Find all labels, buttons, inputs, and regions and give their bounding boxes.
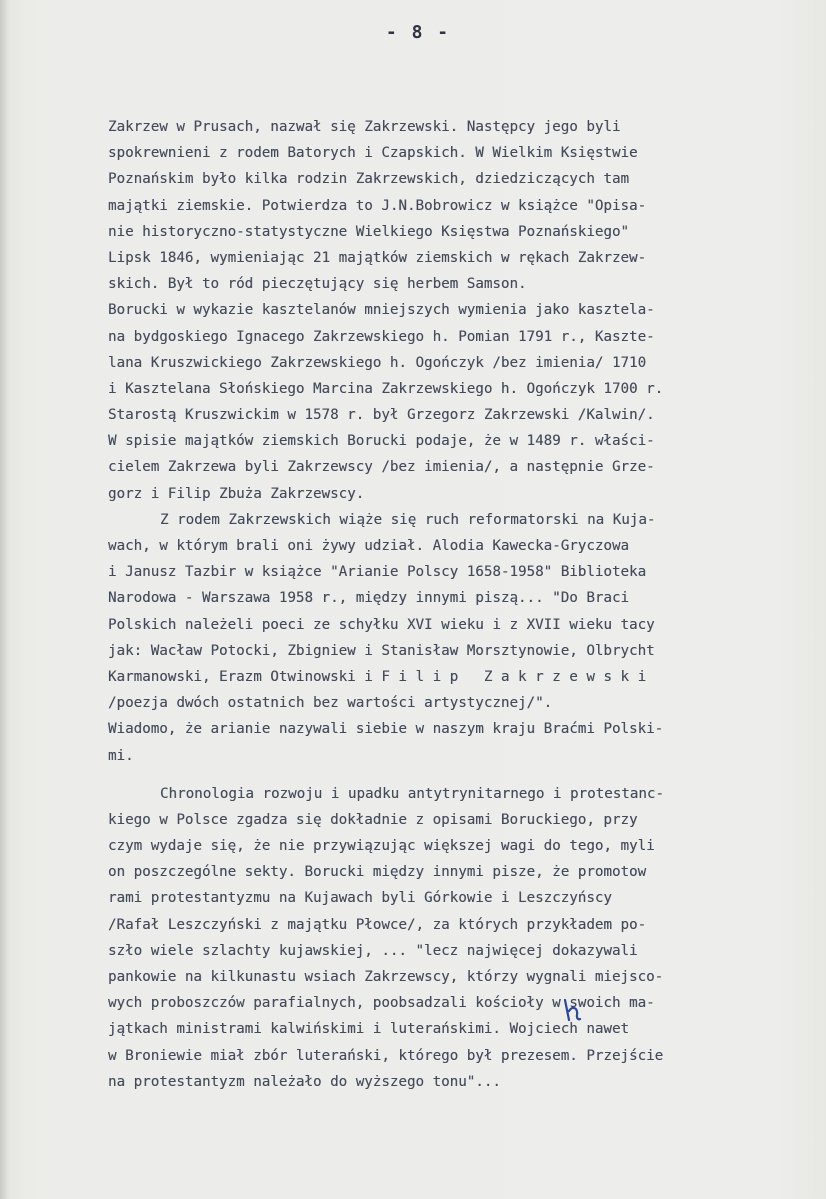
- text-line: jątkach ministrami kalwińskimi i luterańskimi. Wojciech nawet: [108, 1021, 630, 1038]
- text-line: mi.: [108, 747, 134, 764]
- text-line: w Broniewie miał zbór luterański, którego był prezesem. Przejście: [108, 1047, 664, 1064]
- text-line: Polskich należeli poeci ze schyłku XVI wieku i z XVII wieku tacy: [108, 616, 655, 633]
- page-number: - 8 -: [385, 22, 451, 43]
- text-line: pankowie na kilkunastu wsiach Zakrzewscy, którzy wygnali miejsco-: [108, 969, 664, 985]
- text-line: lana Kruszwickiego Zakrzewskiego h. Ogończyk /bez imienia/ 1710: [108, 354, 647, 371]
- text-line: wych proboszczów parafialnych, poobsadzali kościoły w swoich ma-: [108, 995, 655, 1012]
- text-line: majątki ziemskie. Potwierdza to J.N.Bobrowicz w książce "Opisa-: [108, 197, 647, 214]
- text-line: Lipsk 1846, wymieniając 21 majątków ziemskich w rękach Zakrzew-: [108, 249, 647, 266]
- text-line: szło wiele szlachty kujawskiej, ... "lecz najwięcej dokazywali: [108, 942, 638, 959]
- text-line: na bydgoskiego Ignacego Zakrzewskiego h. Pomian 1791 r., Kaszte-: [108, 328, 655, 345]
- text-line: spokrewnieni z rodem Batorych i Czapskich. W Wielkim Księstwie: [108, 145, 638, 162]
- text-line: /poezja dwóch ostatnich bez wartości artystycznej/".: [108, 695, 553, 712]
- text-line: Wiadomo, że arianie nazywali siebie w naszym kraju Braćmi Polski-: [108, 721, 664, 738]
- text-line: cielem Zakrzewa byli Zakrzewscy /bez imienia/, a następnie Grze-: [108, 459, 655, 476]
- text-line: Karmanowski, Erazm Otwinowski i F i l i p Z a k r z e w s k i: [108, 668, 647, 685]
- text-line: i Kasztelana Słońskiego Marcina Zakrzewskiego h. Ogończyk 1700 r.: [108, 380, 664, 397]
- text-line: Poznańskim było kilka rodzin Zakrzewskich, dziedziczących tam: [108, 171, 630, 188]
- text-line: kiego w Polsce zgadza się dokładnie z opisami Boruckiego, przy: [108, 811, 638, 828]
- text-line: Narodowa - Warszawa 1958 r., między innymi piszą... "Do Braci: [108, 590, 630, 607]
- text-line: on poszczególne sekty. Borucki między innymi pisze, że promotow: [108, 864, 647, 881]
- text-line: i Janusz Tazbir w książce "Arianie Polscy 1658-1958" Biblioteka: [108, 564, 647, 581]
- text-line: /Rafał Leszczyński z majątku Płowce/, za których przykładem po-: [108, 916, 647, 933]
- page-left-edge: [0, 0, 8, 1199]
- text-line: Borucki w wykazie kasztelanów mniejszych wymienia jako kasztela-: [108, 302, 655, 319]
- text-line: W spisie majątków ziemskich Borucki podaje, że w 1489 r. właści-: [108, 433, 655, 450]
- text-line: nie historyczno-statystyczne Wielkiego Księstwa Poznańskiego": [108, 223, 630, 240]
- text-line: gorz i Filip Zbuża Zakrzewscy.: [108, 485, 365, 502]
- text-line: jak: Wacław Potocki, Zbigniew i Stanisław Morsztynowie, Olbrycht: [108, 642, 655, 659]
- text-line: rami protestantyzmu na Kujawach byli Górkowie i Leszczyńscy: [108, 890, 612, 907]
- text-line: na protestantyzm należało do wyższego tonu"...: [108, 1073, 501, 1090]
- paragraph-1: [108, 114, 808, 507]
- text-line: Z rodem Zakrzewskich wiąże się ruch reformatorski na Kuja-: [160, 511, 656, 528]
- text-line: Starostą Kruszwickim w 1578 r. był Grzegorz Zakrzewski /Kalwin/.: [108, 407, 655, 424]
- paragraph-gap: [108, 769, 808, 781]
- paragraph-2: [108, 507, 808, 769]
- text-line: czym wydaje się, że nie przywiązując większej wagi do tego, myli: [108, 838, 655, 855]
- text-line: Chronologia rozwoju i upadku antytrynitarnego i protestanc-: [160, 785, 664, 802]
- text-line: Zakrzew w Prusach, nazwał się Zakrzewski. Następcy jego byli: [108, 119, 621, 135]
- document-body: [108, 114, 808, 1095]
- text-line: wach, w którym brali oni żywy udział. Alodia Kawecka-Gryczowa: [108, 538, 630, 554]
- text-line: skich. Był to ród pieczętujący się herbem Samson.: [108, 276, 527, 293]
- paragraph-3: [108, 781, 808, 1095]
